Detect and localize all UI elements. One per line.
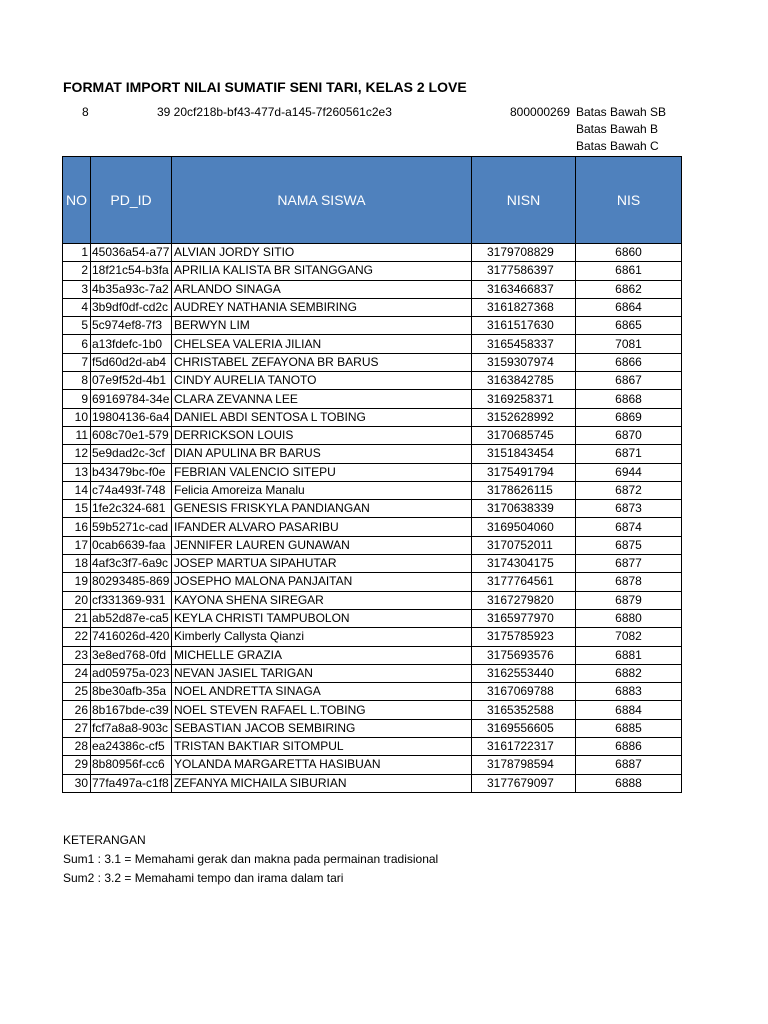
cell-no: 20 <box>63 591 91 609</box>
cell-nis: 6861 <box>576 262 682 280</box>
cell-nisn: 3167279820 <box>472 591 576 609</box>
cell-nis: 6882 <box>576 664 682 682</box>
cell-nisn: 3152628992 <box>472 408 576 426</box>
cell-nisn: 3177679097 <box>472 774 576 792</box>
cell-no: 6 <box>63 335 91 353</box>
cell-nis: 6860 <box>576 244 682 262</box>
keterangan-line: Sum2 : 3.2 = Memahami tempo dan irama dalam tari <box>63 871 344 885</box>
table-row <box>63 262 682 280</box>
header-nis: NIS <box>576 157 682 244</box>
cell-no: 5 <box>63 317 91 335</box>
cell-no: 16 <box>63 518 91 536</box>
cell-nama-siswa: GENESIS FRISKYLA PANDIANGAN <box>172 500 472 518</box>
cell-nama-siswa: ALVIAN JORDY SITIO <box>172 244 472 262</box>
cell-pd-id: 4af3c3f7-6a9c <box>91 555 172 573</box>
cell-nisn: 3170685745 <box>472 426 576 444</box>
cell-no: 7 <box>63 353 91 371</box>
cell-pd-id: 7416026d-420 <box>91 628 172 646</box>
table-row <box>63 573 682 591</box>
table-row <box>63 683 682 701</box>
cell-nis: 6886 <box>576 738 682 756</box>
table-row <box>63 500 682 518</box>
cell-pd-id: ad05975a-023 <box>91 664 172 682</box>
cell-nisn: 3178798594 <box>472 756 576 774</box>
table-row <box>63 481 682 499</box>
batas-bawah-sb: Batas Bawah SB <box>576 105 667 119</box>
cell-pd-id: 1fe2c324-681 <box>91 500 172 518</box>
cell-nama-siswa: MICHELLE GRAZIA <box>172 646 472 664</box>
header-no: NO <box>63 157 91 244</box>
document-title: FORMAT IMPORT NILAI SUMATIF SENI TARI, KELAS 2 LOVE <box>63 79 467 95</box>
cell-no: 4 <box>63 298 91 316</box>
cell-no: 14 <box>63 481 91 499</box>
cell-nisn: 3163842785 <box>472 372 576 390</box>
cell-nama-siswa: Felicia Amoreiza Manalu <box>172 481 472 499</box>
cell-nis: 6875 <box>576 536 682 554</box>
cell-pd-id: 45036a54-a77 <box>91 244 172 262</box>
cell-nama-siswa: DIAN APULINA BR BARUS <box>172 445 472 463</box>
cell-nama-siswa: SEBASTIAN JACOB SEMBIRING <box>172 719 472 737</box>
cell-nama-siswa: CINDY AURELIA TANOTO <box>172 372 472 390</box>
cell-pd-id: 5e9dad2c-3cf <box>91 445 172 463</box>
cell-nama-siswa: DANIEL ABDI SENTOSA L TOBING <box>172 408 472 426</box>
table-row <box>63 774 682 792</box>
meta-code: 800000269 <box>510 105 571 119</box>
table-row <box>63 756 682 774</box>
table-row <box>63 353 682 371</box>
keterangan-line: Sum1 : 3.1 = Memahami gerak dan makna pada permainan tradisional <box>63 852 439 866</box>
header-nama-siswa: NAMA SISWA <box>172 157 472 244</box>
cell-nis: 6879 <box>576 591 682 609</box>
cell-pd-id: 77fa497a-c1f8 <box>91 774 172 792</box>
cell-nis: 6944 <box>576 463 682 481</box>
cell-pd-id: 8be30afb-35a <box>91 683 172 701</box>
cell-nisn: 3175785923 <box>472 628 576 646</box>
table-row <box>63 445 682 463</box>
cell-pd-id: 0cab6639-faa <box>91 536 172 554</box>
cell-nis: 6871 <box>576 445 682 463</box>
cell-no: 2 <box>63 262 91 280</box>
table-row <box>63 372 682 390</box>
cell-nis: 6873 <box>576 500 682 518</box>
cell-no: 25 <box>63 683 91 701</box>
table-row <box>63 317 682 335</box>
cell-nama-siswa: CHRISTABEL ZEFAYONA BR BARUS <box>172 353 472 371</box>
cell-nisn: 3161517630 <box>472 317 576 335</box>
cell-nama-siswa: Kimberly Callysta Qianzi <box>172 628 472 646</box>
table-row <box>63 646 682 664</box>
cell-nis: 6888 <box>576 774 682 792</box>
cell-nisn: 3165977970 <box>472 609 576 627</box>
cell-nis: 6866 <box>576 353 682 371</box>
table-row <box>63 390 682 408</box>
cell-pd-id: 4b35a93c-7a2 <box>91 280 172 298</box>
cell-nama-siswa: DERRICKSON LOUIS <box>172 426 472 444</box>
cell-nis: 6870 <box>576 426 682 444</box>
batas-bawah-b: Batas Bawah B <box>576 122 659 136</box>
cell-pd-id: 3b9df0df-cd2c <box>91 298 172 316</box>
cell-nama-siswa: TRISTAN BAKTIAR SITOMPUL <box>172 738 472 756</box>
cell-nis: 6865 <box>576 317 682 335</box>
cell-nis: 7082 <box>576 628 682 646</box>
cell-nama-siswa: KEYLA CHRISTI TAMPUBOLON <box>172 609 472 627</box>
cell-nisn: 3170638339 <box>472 500 576 518</box>
cell-nis: 6881 <box>576 646 682 664</box>
cell-no: 22 <box>63 628 91 646</box>
table-row <box>63 664 682 682</box>
header-nisn: NISN <box>472 157 576 244</box>
cell-nama-siswa: CHELSEA VALERIA JILIAN <box>172 335 472 353</box>
cell-nama-siswa: ZEFANYA MICHAILA SIBURIAN <box>172 774 472 792</box>
table-row <box>63 628 682 646</box>
cell-no: 23 <box>63 646 91 664</box>
cell-pd-id: f5d60d2d-ab4 <box>91 353 172 371</box>
cell-no: 27 <box>63 719 91 737</box>
table-row <box>63 280 682 298</box>
cell-nisn: 3169556605 <box>472 719 576 737</box>
cell-pd-id: 18f21c54-b3fa <box>91 262 172 280</box>
cell-no: 17 <box>63 536 91 554</box>
cell-nama-siswa: BERWYN LIM <box>172 317 472 335</box>
cell-nisn: 3174304175 <box>472 555 576 573</box>
table-row <box>63 738 682 756</box>
cell-nis: 6862 <box>576 280 682 298</box>
keterangan-title: KETERANGAN <box>63 833 146 847</box>
cell-pd-id: 59b5271c-cad <box>91 518 172 536</box>
cell-no: 11 <box>63 426 91 444</box>
cell-pd-id: c74a493f-748 <box>91 481 172 499</box>
cell-nama-siswa: FEBRIAN VALENCIO SITEPU <box>172 463 472 481</box>
table-row <box>63 335 682 353</box>
cell-nama-siswa: ARLANDO SINAGA <box>172 280 472 298</box>
cell-nama-siswa: JENNIFER LAUREN GUNAWAN <box>172 536 472 554</box>
cell-no: 29 <box>63 756 91 774</box>
cell-pd-id: 8b80956f-cc6 <box>91 756 172 774</box>
cell-nama-siswa: APRILIA KALISTA BR SITANGGANG <box>172 262 472 280</box>
cell-no: 24 <box>63 664 91 682</box>
cell-nis: 6880 <box>576 609 682 627</box>
cell-nisn: 3165458337 <box>472 335 576 353</box>
cell-nisn: 3167069788 <box>472 683 576 701</box>
cell-no: 15 <box>63 500 91 518</box>
table-row <box>63 463 682 481</box>
cell-pd-id: 19804136-6a4 <box>91 408 172 426</box>
cell-no: 12 <box>63 445 91 463</box>
cell-nama-siswa: NEVAN JASIEL TARIGAN <box>172 664 472 682</box>
cell-no: 21 <box>63 609 91 627</box>
cell-nis: 6867 <box>576 372 682 390</box>
cell-pd-id: 80293485-869 <box>91 573 172 591</box>
cell-pd-id: ea24386c-cf5 <box>91 738 172 756</box>
table-body <box>63 244 682 793</box>
cell-nisn: 3163466837 <box>472 280 576 298</box>
table-row <box>63 555 682 573</box>
cell-nis: 7081 <box>576 335 682 353</box>
cell-nis: 6878 <box>576 573 682 591</box>
batas-bawah-c: Batas Bawah C <box>576 139 659 153</box>
cell-nisn: 3170752011 <box>472 536 576 554</box>
table-row <box>63 591 682 609</box>
cell-nisn: 3175491794 <box>472 463 576 481</box>
cell-nisn: 3175693576 <box>472 646 576 664</box>
header-pd-id: PD_ID <box>91 157 172 244</box>
table-row <box>63 536 682 554</box>
table-row <box>63 609 682 627</box>
cell-no: 9 <box>63 390 91 408</box>
table-row <box>63 408 682 426</box>
cell-pd-id: 5c974ef8-7f3 <box>91 317 172 335</box>
cell-no: 30 <box>63 774 91 792</box>
cell-nama-siswa: YOLANDA MARGARETTA HASIBUAN <box>172 756 472 774</box>
table-header-row <box>63 157 682 244</box>
cell-nama-siswa: IFANDER ALVARO PASARIBU <box>172 518 472 536</box>
cell-nis: 6872 <box>576 481 682 499</box>
cell-nisn: 3159307974 <box>472 353 576 371</box>
meta-id: 39 20cf218b-bf43-477d-a145-7f260561c2e3 <box>157 105 392 119</box>
cell-nisn: 3177586397 <box>472 262 576 280</box>
cell-nama-siswa: KAYONA SHENA SIREGAR <box>172 591 472 609</box>
cell-no: 26 <box>63 701 91 719</box>
cell-nis: 6877 <box>576 555 682 573</box>
cell-nisn: 3179708829 <box>472 244 576 262</box>
cell-nama-siswa: NOEL STEVEN RAFAEL L.TOBING <box>172 701 472 719</box>
cell-nama-siswa: JOSEPHO MALONA PANJAITAN <box>172 573 472 591</box>
table-row <box>63 518 682 536</box>
cell-nisn: 3161722317 <box>472 738 576 756</box>
student-table <box>62 156 682 793</box>
cell-nama-siswa: CLARA ZEVANNA LEE <box>172 390 472 408</box>
cell-pd-id: 07e9f52d-4b1 <box>91 372 172 390</box>
cell-nisn: 3169504060 <box>472 518 576 536</box>
table-row <box>63 426 682 444</box>
cell-no: 13 <box>63 463 91 481</box>
cell-nis: 6874 <box>576 518 682 536</box>
cell-nis: 6868 <box>576 390 682 408</box>
cell-nis: 6864 <box>576 298 682 316</box>
cell-pd-id: 69169784-34e <box>91 390 172 408</box>
cell-nisn: 3165352588 <box>472 701 576 719</box>
cell-nis: 6883 <box>576 683 682 701</box>
cell-no: 3 <box>63 280 91 298</box>
meta-number: 8 <box>82 105 89 119</box>
cell-nis: 6887 <box>576 756 682 774</box>
cell-nama-siswa: NOEL ANDRETTA SINAGA <box>172 683 472 701</box>
cell-nama-siswa: JOSEP MARTUA SIPAHUTAR <box>172 555 472 573</box>
cell-pd-id: 3e8ed768-0fd <box>91 646 172 664</box>
cell-nis: 6884 <box>576 701 682 719</box>
table-row <box>63 298 682 316</box>
cell-nisn: 3161827368 <box>472 298 576 316</box>
cell-no: 10 <box>63 408 91 426</box>
cell-no: 18 <box>63 555 91 573</box>
table-row <box>63 244 682 262</box>
cell-pd-id: fcf7a8a8-903c <box>91 719 172 737</box>
cell-pd-id: ab52d87e-ca5 <box>91 609 172 627</box>
cell-nis: 6885 <box>576 719 682 737</box>
table-row <box>63 719 682 737</box>
cell-nisn: 3177764561 <box>472 573 576 591</box>
cell-pd-id: 8b167bde-c39 <box>91 701 172 719</box>
cell-nisn: 3162553440 <box>472 664 576 682</box>
cell-no: 1 <box>63 244 91 262</box>
cell-no: 19 <box>63 573 91 591</box>
cell-pd-id: a13fdefc-1b0 <box>91 335 172 353</box>
cell-no: 28 <box>63 738 91 756</box>
cell-pd-id: b43479bc-f0e <box>91 463 172 481</box>
cell-pd-id: cf331369-931 <box>91 591 172 609</box>
cell-pd-id: 608c70e1-579 <box>91 426 172 444</box>
cell-nisn: 3151843454 <box>472 445 576 463</box>
cell-nis: 6869 <box>576 408 682 426</box>
cell-nisn: 3178626115 <box>472 481 576 499</box>
cell-nisn: 3169258371 <box>472 390 576 408</box>
cell-no: 8 <box>63 372 91 390</box>
table-row <box>63 701 682 719</box>
cell-nama-siswa: AUDREY NATHANIA SEMBIRING <box>172 298 472 316</box>
